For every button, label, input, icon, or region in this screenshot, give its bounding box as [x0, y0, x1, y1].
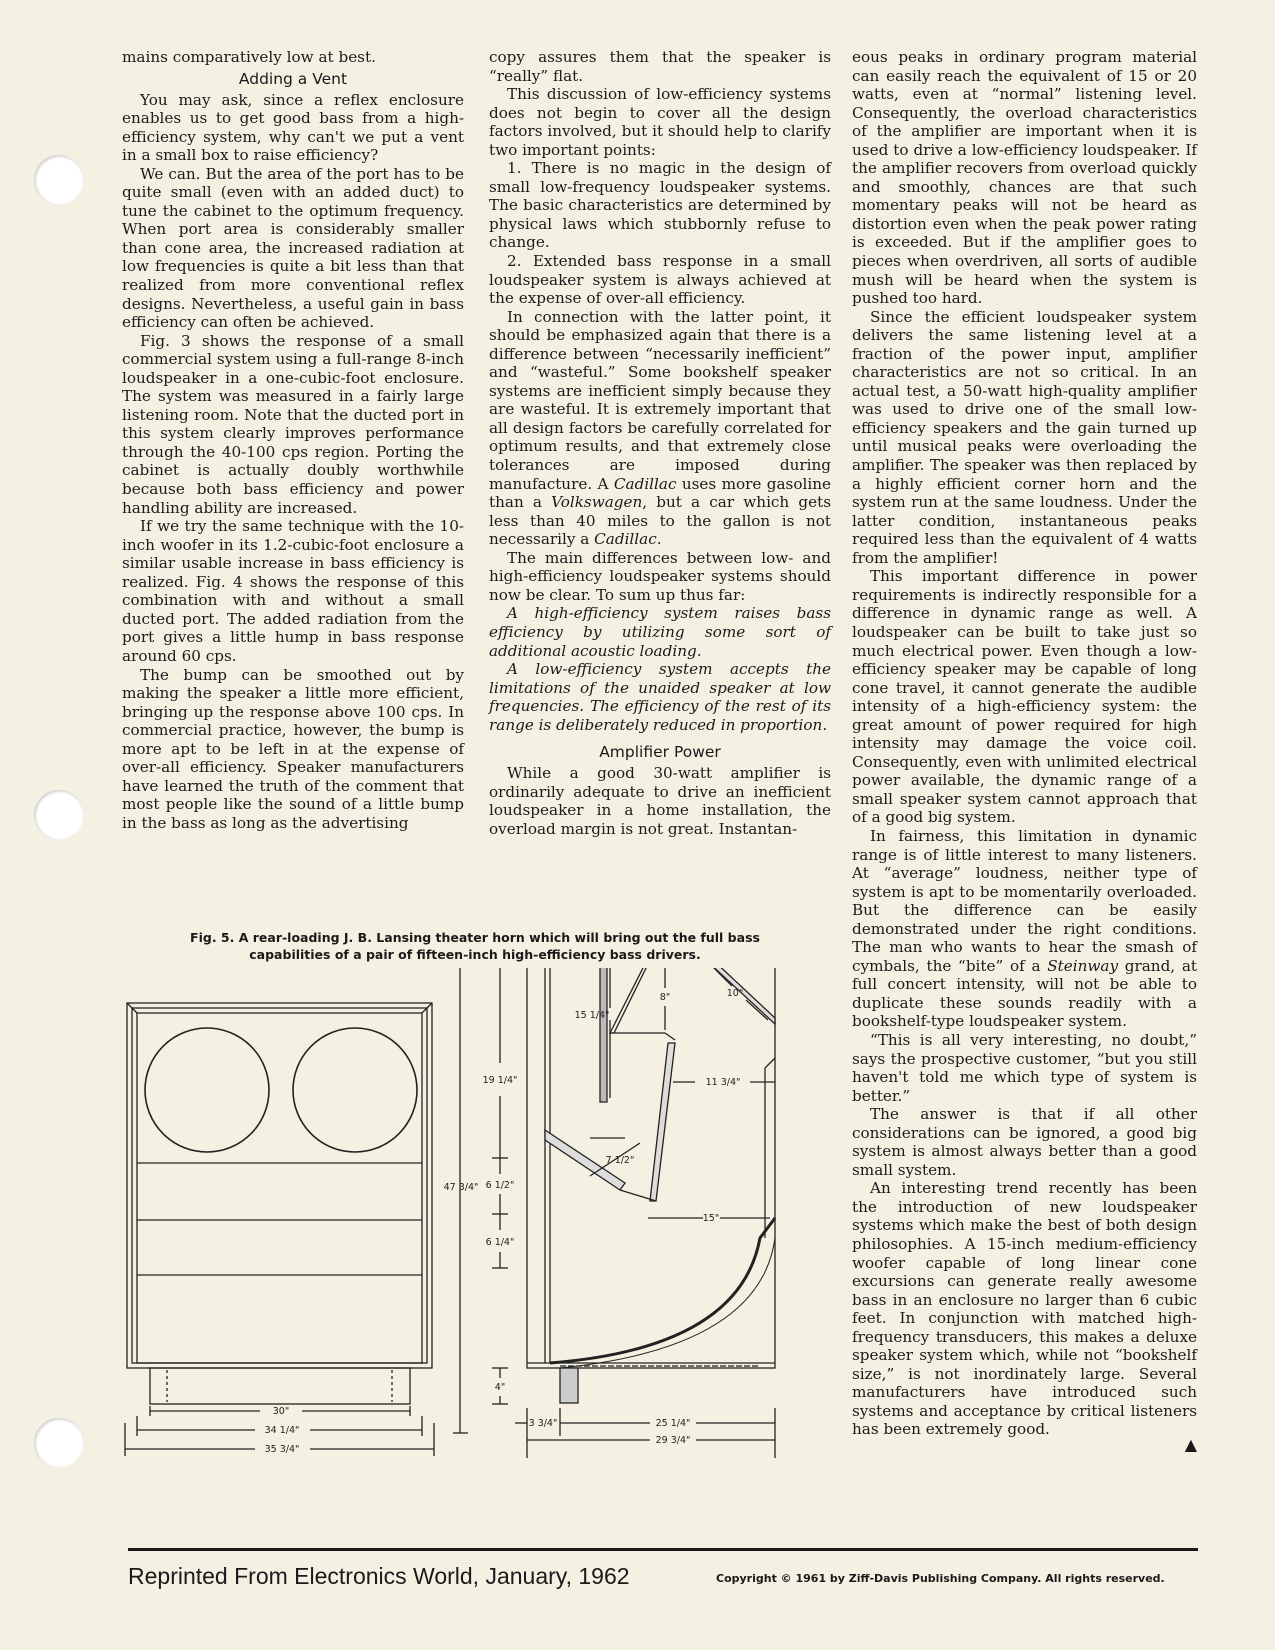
dim-label: 3 3/4": [528, 1418, 558, 1429]
section-heading-amplifier-power: Amplifier Power: [599, 743, 721, 762]
text-run: In connection with the latter point, it should be emphasized again that there is a difference between “necessarily inefficient” and “wasteful.” Some bookshelf speaker systems are inefficient simply because they are wasteful. It is extremely important that all design factors be carefully correlated for optimum results, and that extremely close tolerances are imposed during manufacture. A: [489, 307, 831, 493]
paragraph: The answer is that if all other considerations can be ignored, a good big system is almost always better than a good small system.: [852, 1105, 1197, 1179]
paragraph: 2. Extended bass response in a small loudspeaker system is always achieved at the expense of over-all efficiency.: [489, 252, 831, 308]
brand-name: Cadillac: [613, 474, 677, 493]
end-of-article-mark: ▲: [1184, 1435, 1197, 1455]
side-section: [515, 968, 775, 1458]
dim-label: 19 1/4": [482, 1075, 518, 1086]
dim-label: 7 1/2": [605, 1155, 635, 1166]
text-run: In fairness, this limitation in dynamic range is of little interest to many listeners. At “average” loudness, neither type of system is apt to be momentarily overloaded. But the difference can be easily demonstrated under the right conditions. The man who wants to hear the smash of cymbals, the “bite” of a: [852, 826, 1197, 975]
dim-label: 8": [659, 992, 671, 1003]
brand-name: Cadillac: [594, 530, 657, 549]
reprint-notice: Reprinted From Electronics World, January, 1962: [128, 1563, 630, 1589]
paragraph: If we try the same technique with the 10-inch woofer in its 1.2-cubic-foot enclosure a similar usable increase in bass efficiency is realized. Fig. 4 shows the response of this combination with and without a small ducted port. The added radiation from the port gives a little hump in bass response around 60 cps.: [122, 517, 464, 665]
binder-hole-bottom: [34, 1418, 84, 1468]
paragraph: copy assures them that the speaker is “really” flat.: [489, 48, 831, 85]
paragraph: [489, 308, 831, 549]
paragraph-italic: A high-efficiency system raises bass efficiency by utilizing some sort of additional acoustic loading.: [489, 604, 831, 660]
cabinet-drawing: [120, 968, 840, 1543]
paragraph: The bump can be smoothed out by making the speaker a little more efficient, bringing up the response above 100 cps. In commercial practice, however, the bump is more apt to be left in at the expense of over-all efficiency. Speaker manufacturers have learned the truth of the comment that most people like the sound of a little bump in the bass as long as the advertising: [122, 665, 464, 832]
paragraph: We can. But the area of the port has to be quite small (even with an added duct) to tune the cabinet to the optimum frequency. When port area is considerably smaller than cone area, the increased radiation at low frequencies is quite a bit less than that realized from more conventional reflex designs. Nevertheless, a useful gain in bass efficiency can often be achieved.: [122, 164, 464, 332]
paragraph: 1. There is no magic in the design of small low-frequency loudspeaker systems. The basic characteristics are determined by physical laws which stubbornly refuse to change.: [489, 159, 831, 252]
dim-label: 4": [494, 1382, 506, 1393]
dim-label: 25 1/4": [655, 1418, 691, 1429]
dim-label: 29 3/4": [655, 1435, 691, 1446]
text-run: , but a car which gets less than 40 miles to the gallon is not necessarily a: [489, 493, 831, 549]
brand-name: Steinway: [1047, 956, 1119, 975]
dim-label: 10": [726, 988, 744, 999]
text-run: grand, at full concert intensity, will not be able to duplicate these sounds readily with a bookshelf-type loudspeaker system.: [852, 956, 1197, 1031]
height-dimensions: [453, 968, 508, 1433]
text-column-1: [122, 48, 464, 832]
dim-label: 34 1/4": [264, 1425, 300, 1436]
woofer-circle-left: [145, 1028, 269, 1152]
paragraph: This discussion of low-efficiency systems does not begin to cover all the design factors involved, but it should help to clarify two important points:: [489, 85, 831, 159]
binder-hole-middle: [34, 790, 84, 840]
paragraph: mains comparatively low at best.: [122, 48, 376, 66]
text-column-2: [489, 48, 831, 838]
dim-label: 35 3/4": [264, 1444, 300, 1455]
footer-rule: [128, 1548, 1198, 1551]
text-column-3: [852, 48, 1197, 1455]
paragraph: Since the efficient loudspeaker system delivers the same listening level at a fraction of the power input, amplifier characteristics are not so critical. In an actual test, a 50-watt high-quality amplifier was used to drive one of the small low-efficiency speakers and the gain turned up until musical peaks were overloading the amplifier. The speaker was then replaced by a highly efficient corner horn and the system run at the same loudness. Under the latter condition, instantaneous peaks required less than the equivalent of 4 watts from the amplifier!: [852, 307, 1197, 567]
dim-label: 6 1/2": [485, 1180, 515, 1191]
text-run: .: [656, 530, 662, 549]
figure-caption: Fig. 5. A rear-loading J. B. Lansing theater horn which will bring out the full bass capabilities of a pair of fifteen-inch high-efficiency bass drivers.: [190, 930, 760, 962]
paragraph: Fig. 3 shows the response of a small commercial system using a full-range 8-inch loudspeaker in a one-cubic-foot enclosure. The system was measured in a fairly large listening room. Note that the ducted port in this system clearly improves performance through the 40-100 cps region. Porting the cabinet is actually doubly worthwhile because both bass efficiency and power handling ability are increased.: [122, 331, 464, 517]
dim-label: 47 3/4": [443, 1182, 479, 1193]
paragraph: While a good 30-watt amplifier is ordinarily adequate to drive an inefficient loudspeaker in a home installation, the overload margin is not great. Instantan-: [489, 764, 831, 838]
copyright-notice: Copyright © 1961 by Ziff-Davis Publishing Company. All rights reserved.: [716, 1572, 1165, 1585]
paragraph: You may ask, since a reflex enclosure enables us to get good bass from a high-efficiency system, why can't we put a vent in a small box to raise efficiency?: [122, 90, 464, 165]
paragraph: eous peaks in ordinary program material can easily reach the equivalent of 15 or 20 watts, even at “normal” listening level. Consequently, the overload characteristics of the amplifier are important when it is used to drive a low-efficiency loudspeaker. If the amplifier recovers from overload quickly and smoothly, chances are that such momentary peaks will not be heard as distortion even when the peak power rating is exceeded. But if the amplifier goes to pieces when overdriven, all sorts of audible mush will be heard when the system is pushed too hard.: [852, 48, 1197, 308]
dim-label: 15": [702, 1213, 720, 1224]
brand-name: Volkswagen: [551, 493, 643, 512]
dim-label: 6 1/4": [485, 1237, 515, 1248]
front-view: [125, 1003, 434, 1456]
dim-label: 30": [272, 1406, 290, 1417]
section-heading-adding-a-vent: Adding a Vent: [238, 69, 348, 88]
paragraph-italic: A low-efficiency system accepts the limitations of the unaided speaker at low frequencies. The efficiency of the rest of its range is deliberately reduced in proportion.: [489, 660, 831, 734]
paragraph: [852, 827, 1197, 1031]
binder-hole-top: [34, 155, 84, 205]
dim-label: 15 1/4": [574, 1010, 610, 1021]
text-run: uses more gasoline than a: [489, 474, 831, 512]
dim-label: 11 3/4": [705, 1077, 741, 1088]
paragraph: The main differences between low- and high-efficiency loudspeaker systems should now be clear. To sum up thus far:: [489, 548, 831, 604]
paragraph: This important difference in power requirements is indirectly responsible for a difference in dynamic range as well. A loudspeaker can be built to take just so much electrical power. Even though a low-efficiency speaker may be capable of long cone travel, it cannot generate the audible intensity of a high-efficiency system: the great amount of power required for high intensity may damage the voice coil. Consequently, even with unlimited electrical power available, the dynamic range of a small speaker system cannot approach that of a good big system.: [852, 567, 1197, 827]
paragraph: An interesting trend recently has been the introduction of new loudspeaker systems which make the best of both design philosophies. A 15-inch medium-efficiency woofer capable of long linear cone excursions can generate really awesome bass in an enclosure no larger than 6 cubic feet. In conjunction with matched high-frequency transducers, this makes a deluxe speaker system which, while not “bookshelf size,” is not inordinately large. Several manufacturers have introduced such systems and acceptance by critical listeners has been extremely good.: [852, 1179, 1197, 1439]
woofer-circle-right: [293, 1028, 417, 1152]
paragraph: “This is all very interesting, no doubt,” says the prospective customer, “but you still haven't told me which type of system is better.”: [852, 1030, 1197, 1105]
